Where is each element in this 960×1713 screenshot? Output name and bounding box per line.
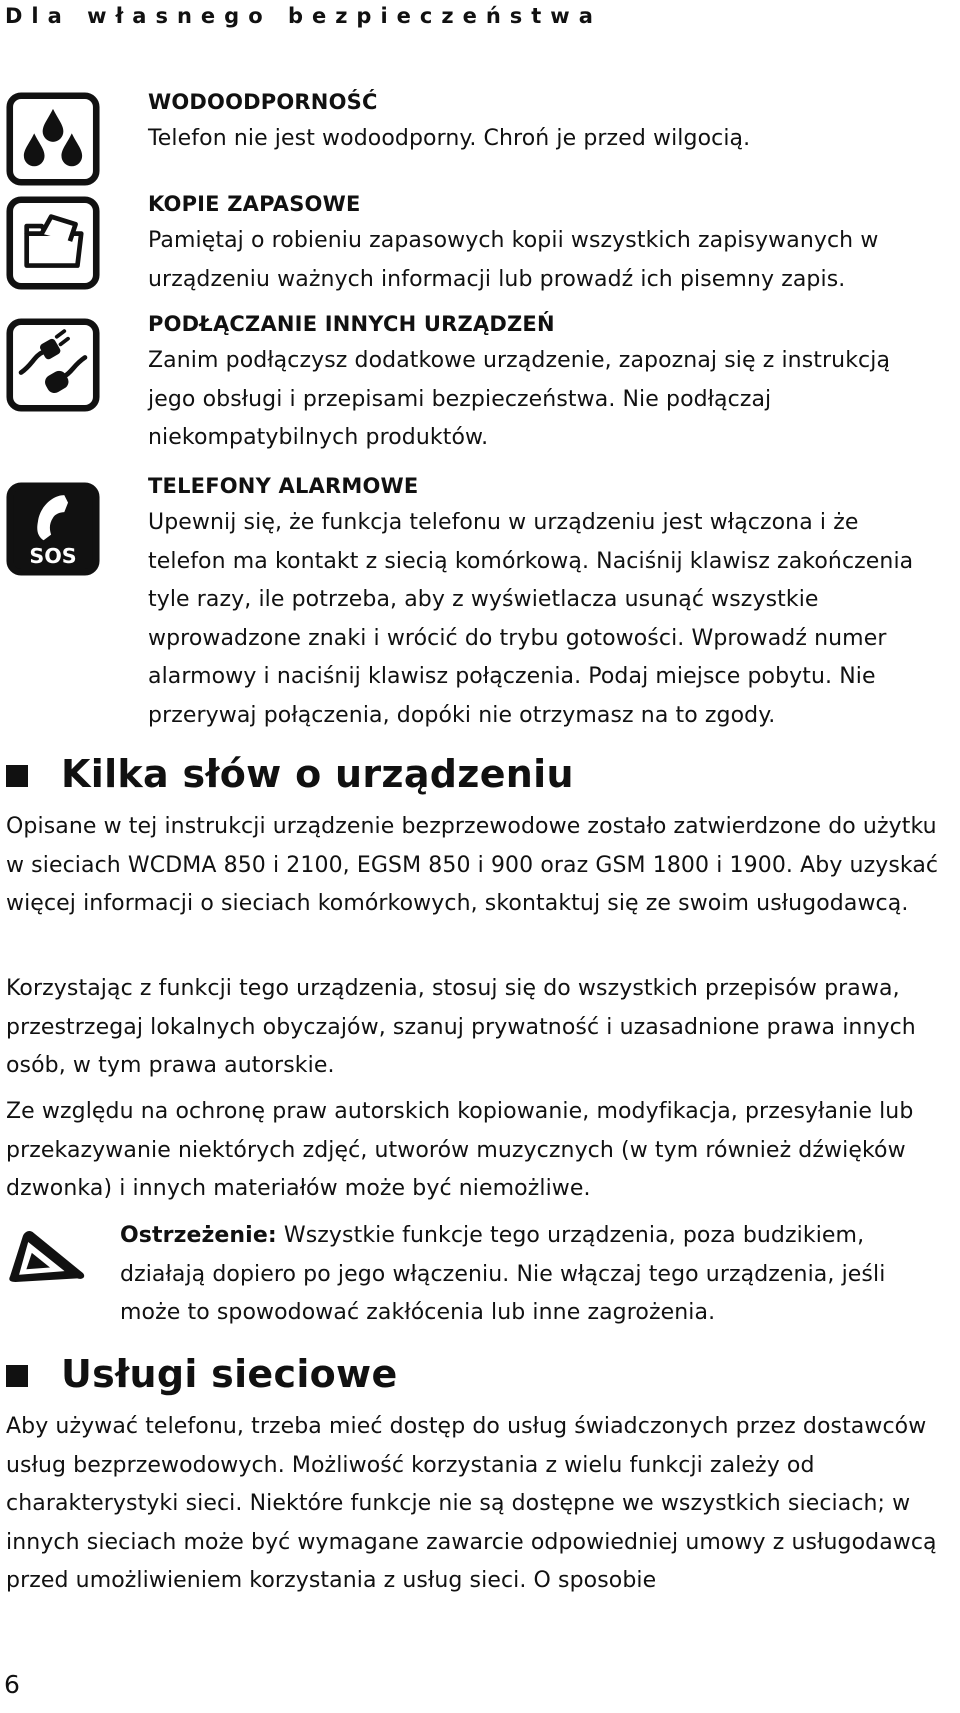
safety-item-emergency bbox=[148, 468, 940, 735]
warning-note bbox=[120, 1217, 946, 1333]
running-header: Dla własnego bezpieczeństwa bbox=[5, 4, 602, 28]
safety-title: TELEFONY ALARMOWE bbox=[148, 474, 419, 498]
section-title: Usługi sieciowe bbox=[61, 1352, 398, 1396]
plug-connector-icon bbox=[6, 318, 100, 412]
page-number: 6 bbox=[4, 1670, 20, 1699]
section-bullet-icon bbox=[6, 1365, 28, 1387]
section-title: Kilka słów o urządzeniu bbox=[61, 752, 574, 796]
section-bullet-icon bbox=[6, 765, 28, 787]
safety-text: Zanim podłączysz dodatkowe urządzenie, zapoznaj się z instrukcją jego obsługi i przepisami bezpieczeństwa. Nie podłączaj niekompatybilnych produktów. bbox=[148, 348, 891, 450]
safety-item-backup bbox=[148, 186, 940, 299]
paragraph: Aby używać telefonu, trzeba mieć dostęp do usług świadczonych przez dostawców usług bezprzewodowych. Możliwość korzystania z wielu funkcji zależy od charakterystyki sieci. Niektóre funkcje nie są dostępne we wszystkich sieciach; w innych sieciach może być wymagane zawarcie odpowiedniej umowy z usługodawcą przed umożliwieniem korzystania z usług sieci. O sposobie bbox=[6, 1414, 937, 1593]
paragraph: Ze względu na ochronę praw autorskich kopiowanie, modyfikacja, przesyłanie lub przekazywanie niektórych zdjęć, utworów muzycznych (w tym również dźwięków dzwonka) i innych materiałów może być niemożliwe. bbox=[6, 1099, 914, 1201]
safety-text: Upewnij się, że funkcja telefonu w urządzeniu jest włączona i że telefon ma kontakt z siecią komórkową. Naciśnij klawisz zakończenia tyle razy, ile potrzeba, aby z wyświetlacza usunąć wszystkie wprowadzone znaki i wrócić do trybu gotowości. Wprowadź numer alarmowy i naciśnij klawisz połączenia. Podaj miejsce pobytu. Nie przerywaj połączenia, dopóki nie otrzymasz na to zgody. bbox=[148, 510, 914, 728]
safety-text: Pamiętaj o robieniu zapasowych kopii wszystkich zapisywanych w urządzeniu ważnych informacji lub prowadź ich pisemny zapis. bbox=[148, 228, 879, 292]
sos-label: SOS bbox=[29, 543, 77, 568]
paragraph: Korzystając z funkcji tego urządzenia, stosuj się do wszystkich przepisów prawa, przestrzegaj lokalnych obyczajów, szanuj prywatność i uzasadnione prawa innych osób, w tym prawa autorskie. bbox=[6, 976, 916, 1078]
safety-title: WODOODPORNOŚĆ bbox=[148, 90, 378, 114]
warning-hand-icon bbox=[4, 1222, 96, 1282]
section-heading-network-services bbox=[6, 1352, 398, 1396]
safety-title: KOPIE ZAPASOWE bbox=[148, 192, 361, 216]
water-drops-icon bbox=[6, 92, 100, 186]
section-heading-about-device bbox=[6, 752, 574, 796]
safety-item-connect bbox=[148, 306, 940, 458]
sos-phone-icon bbox=[6, 482, 100, 576]
warning-label: Ostrzeżenie: bbox=[120, 1223, 277, 1248]
folder-backup-icon bbox=[6, 196, 100, 290]
safety-title: PODŁĄCZANIE INNYCH URZĄDZEŃ bbox=[148, 312, 555, 336]
safety-text: Telefon nie jest wodoodporny. Chroń je przed wilgocią. bbox=[148, 126, 751, 151]
safety-item-water bbox=[148, 84, 940, 159]
warning-text: Wszystkie funkcje tego urządzenia, poza budzikiem, działają dopiero po jego włączeniu. Nie włączaj tego urządzenia, jeśli może to spowodować zakłócenia lub inne zagrożenia. bbox=[120, 1223, 886, 1325]
paragraph: Opisane w tej instrukcji urządzenie bezprzewodowe zostało zatwierdzone do użytku w sieciach WCDMA 850 i 2100, EGSM 850 i 900 oraz GSM 1800 i 1900. Aby uzyskać więcej informacji o sieciach komórkowych, skontaktuj się ze swoim usługodawcą. bbox=[6, 814, 939, 916]
